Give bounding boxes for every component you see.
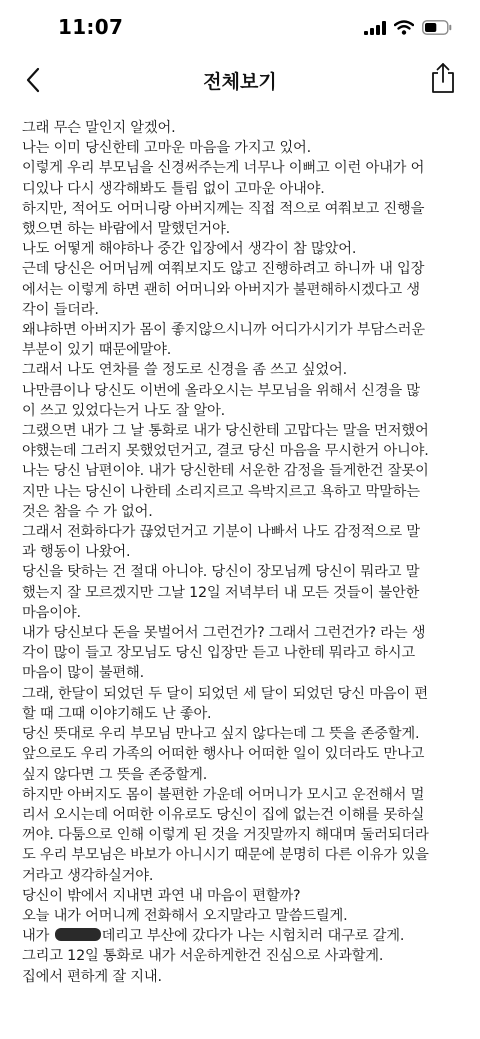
status-time: 11:07 [58,15,124,39]
message-line: 그래서 전화하다가 끊었던거고 기분이 나빠서 나도 감정적으로 말 [22,524,420,541]
message-line: 오늘 내가 어머니께 전화해서 오지말라고 말씀드릴게. [22,907,348,924]
message-line: 나는 이미 당신한테 고마운 마음을 가지고 있어. [22,140,312,157]
message-line: 마음이야. [22,604,81,621]
battery-icon [422,20,452,35]
message-line: 야했는데 그러지 못했었던거고, 결코 당신 마음을 무시한거 아니야. [22,443,429,460]
message-line: 나만큼이나 당신도 이번에 올라오시는 부모님을 위해서 신경을 많 [22,382,420,399]
message-line: 것은 참을 수 가 없어. [22,503,153,520]
message-line: 각이 많이 들고 장모님도 당신 입장만 듣고 나한테 뭐라고 하시고 [22,645,415,662]
message-line: 하지만, 적어도 어머니랑 아버지께는 직접 적으로 여쭤보고 진행을 [22,200,425,217]
message-line: 각이 들더라. [22,301,99,318]
message-fragment: 내가 [22,928,50,945]
message-line: 나는 당신 남편이야. 내가 당신한테 서운한 감정을 들게한건 잘못이 [22,463,429,480]
message-line: 내가 당신보다 돈을 못벌어서 그런건가? 그래서 그런건가? 라는 생 [22,625,426,642]
message-line: 이 쓰고 있었다는거 나도 잘 알아. [22,402,226,419]
message-line: 하지만 아버지도 몸이 불편한 가운데 어머니가 모시고 운전해서 멀 [22,786,425,803]
message-line: 할 때 그때 이야기해도 난 좋아. [22,705,212,722]
message-line: 나도 어떻게 해야하나 중간 입장에서 생각이 참 많았어. [22,241,357,258]
message-line: 마음이 많이 불편해. [22,665,144,682]
message-body [22,118,462,987]
cellular-signal-icon [364,21,386,35]
message-line: 그래 무슨 말인지 알겠어. [22,120,176,136]
message-line: 도 우리 부모님은 바보가 아니시기 때문에 분명히 다른 이유가 있을 [22,847,429,864]
message-line: 앞으로도 우리 가족의 어떠한 행사나 어떠한 일이 있더라도 만나고 [22,746,425,763]
message-line: 당신을 탓하는 건 절대 아니야. 당신이 장모님께 당신이 뭐라고 말 [22,564,420,581]
status-bar [0,0,480,56]
message-line: 싶지 않다면 그 뜻을 존중할게. [22,766,208,783]
wifi-icon [394,20,414,35]
status-icons [364,20,452,35]
message-line: 과 행동이 나왔어. [22,544,131,561]
share-icon [428,61,458,95]
message-line: 거라고 생각하실거야. [22,867,154,884]
message-line: 꺼야. 다툼으로 인해 이렇게 된 것을 거짓말까지 해대며 둘러되더라 [22,827,429,844]
message-line: 리서 오시는데 어떠한 이유로도 당신이 집에 없는건 이해를 못하실 [22,806,425,823]
message-line: 당신 뜻대로 우리 부모님 만나고 싶지 않다는데 그 뜻을 존중할게. [22,726,420,743]
message-line: 그래, 한달이 되었던 두 달이 되었던 세 달이 되었던 당신 마음이 편 [22,685,429,702]
message-line-redacted [22,926,462,946]
message-line: 그랬으면 내가 그 날 통화로 내가 당신한테 고맙다는 말을 먼저했어 [22,423,429,440]
message-line: 이렇게 우리 부모님을 신경써주는게 너무나 이뻐고 이런 아내가 어 [22,160,425,177]
message-line: 했는지 잘 모르겠지만 그날 12일 저녁부터 내 모든 것들이 불안한 [22,584,420,601]
message-line: 부분이 있기 때문에말야. [22,342,172,359]
message-line: 당신이 밖에서 지내면 과연 내 마음이 편할까? [22,887,301,904]
message-line: 근데 당신은 어머님께 여쭤보지도 않고 진행하려고 하니까 내 입장 [22,261,425,278]
message-line: 에서는 이렇게 하면 괜히 어머니와 아버지가 불편해하시겠다고 생 [22,281,420,298]
message-fragment: 데리고 부산에 갔다가 나는 시험치러 대구로 갈게. [101,928,405,945]
navigation-bar [0,56,480,104]
message-line: 디있나 다시 생각해봐도 틀림 없이 고마운 아내야. [22,180,325,197]
redaction-mark [55,928,101,941]
message-line: 왜냐하면 아버지가 몸이 좋지않으시니까 어디가시기가 부담스러운 [22,322,425,339]
message-line: 그리고 12일 통화로 내가 서운하게한건 진심으로 사과할게. [22,948,384,965]
message-line: 그래서 나도 연차를 쓸 정도로 신경을 좀 쓰고 싶었어. [22,362,347,379]
message-line: 했으면 하는 바람에서 말했던거야. [22,221,230,238]
message-line: 지만 나는 당신이 나한테 소리지르고 윽박지르고 욕하고 막말하는 [22,483,420,500]
page-title: 전체보기 [203,71,277,93]
share-button[interactable] [428,61,458,95]
message-line: 집에서 편하게 잘 지내. [22,968,162,985]
